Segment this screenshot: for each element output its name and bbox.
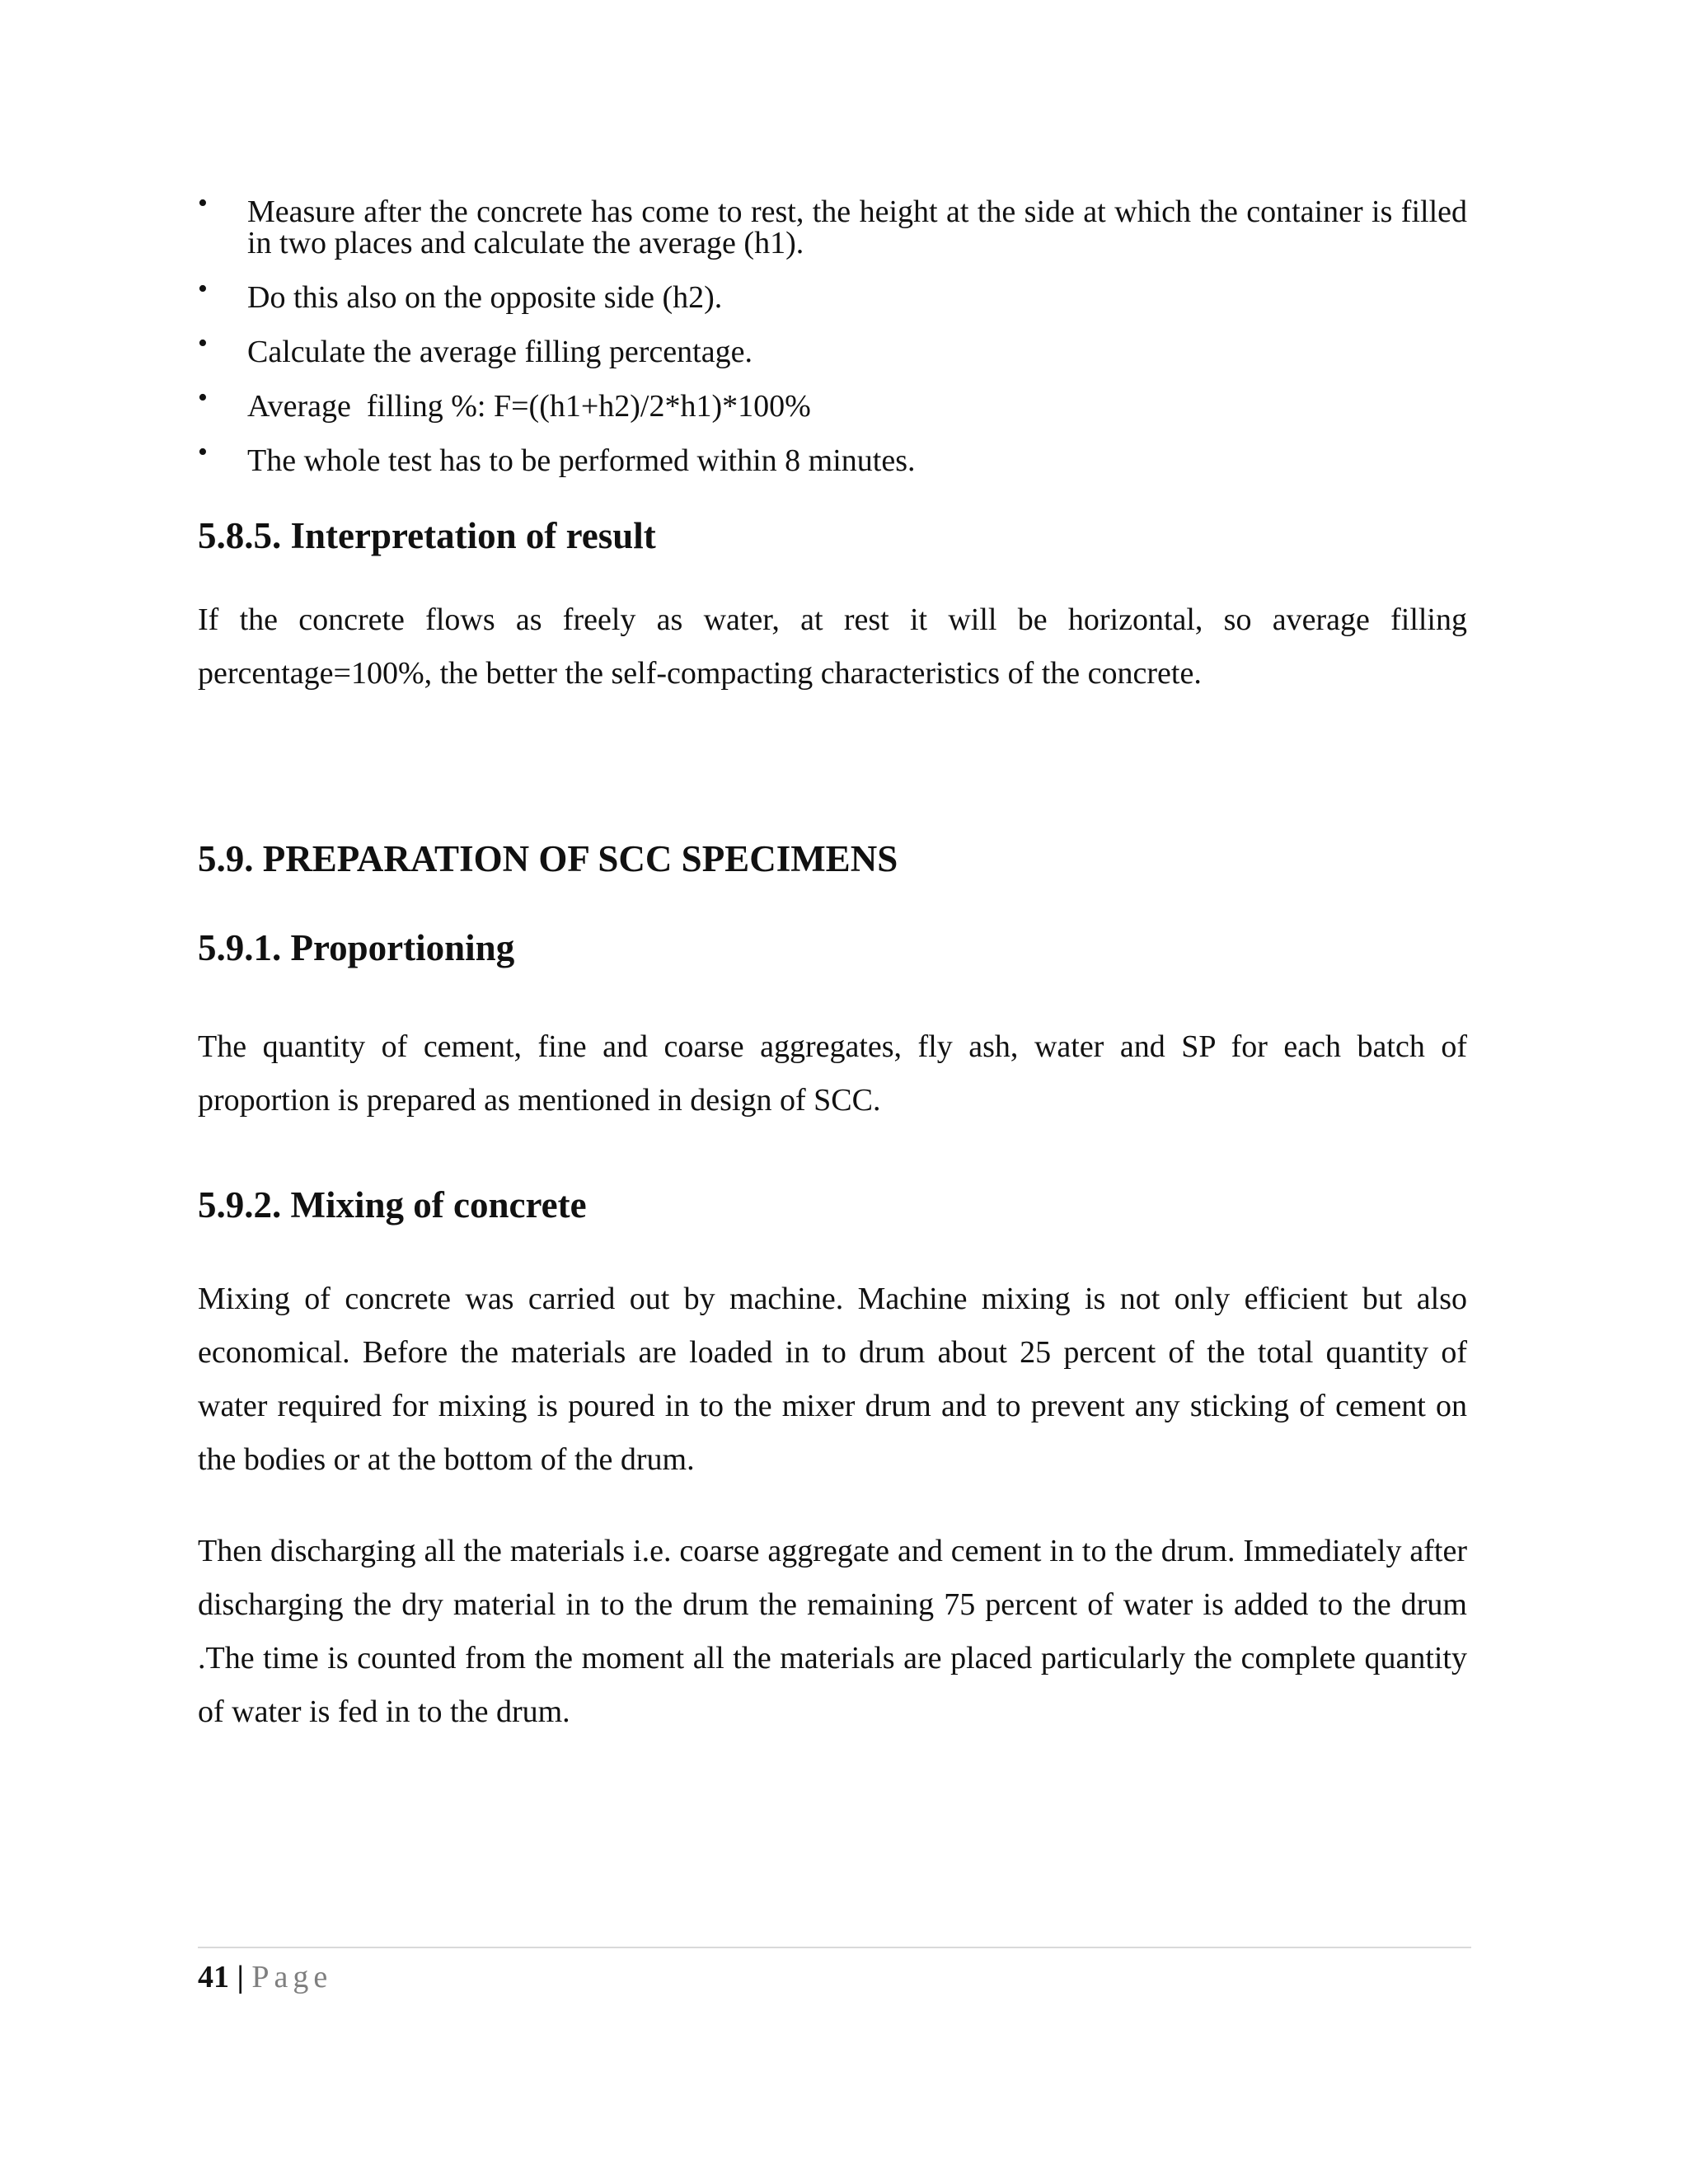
paragraph-mixing-1: Mixing of concrete was carried out by machine. Machine mixing is not only efficient but also economical. Before the materials are loaded in to drum about 25 percent of the total quantity of water required for mixing is poured in to the mixer drum and to prevent any sticking of cement on the bodies or at the bottom of the drum. <box>198 1282 1467 1477</box>
page-label: Page <box>251 1960 333 1994</box>
footer-separator: | <box>237 1960 244 1994</box>
bullet-text: Calculate the average filling percentage. <box>247 335 753 369</box>
page-footer <box>198 1947 1471 1996</box>
heading-preparation-of-scc-specimens: 5.9. PREPARATION OF SCC SPECIMENS <box>198 838 898 879</box>
bullet-item <box>198 188 1467 260</box>
bullet-item <box>198 382 1467 424</box>
bullet-icon: • <box>198 274 208 304</box>
bullet-item <box>198 274 1467 315</box>
bullet-icon: • <box>198 382 208 413</box>
paragraph-mixing-2: Then discharging all the materials i.e. coarse aggregate and cement in to the drum. Immediately after discharging the dry material in to the drum the remaining 75 percent of water is added to the drum .The time is counted from the moment all the materials are placed particularly the complete quantity of water is fed in to the drum. <box>198 1534 1467 1729</box>
page-content <box>198 188 1467 1739</box>
paragraph-proportioning: The quantity of cement, fine and coarse aggregates, fly ash, water and SP for each batch of proportion is prepared as mentioned in design of SCC. <box>198 1029 1467 1118</box>
bullet-item <box>198 328 1467 369</box>
bullet-item <box>198 437 1467 478</box>
bullet-icon: • <box>198 328 208 359</box>
paragraph-interpretation: If the concrete flows as freely as water, at rest it will be horizontal, so average filling percentage=100%, the better the self-compacting characteristics of the concrete. <box>198 602 1467 691</box>
procedure-bullet-list <box>198 188 1467 478</box>
bullet-text: Average filling %: F=((h1+h2)/2*h1)*100% <box>247 389 811 424</box>
heading-interpretation-of-result: 5.8.5. Interpretation of result <box>198 515 656 556</box>
bullet-text: Do this also on the opposite side (h2). <box>247 280 723 315</box>
bullet-icon: • <box>198 188 208 218</box>
heading-proportioning: 5.9.1. Proportioning <box>198 927 515 968</box>
bullet-icon: • <box>198 437 208 467</box>
bullet-text: The whole test has to be performed within 8 minutes. <box>247 443 916 478</box>
heading-mixing-of-concrete: 5.9.2. Mixing of concrete <box>198 1184 587 1226</box>
page-number: 41 <box>198 1960 229 1994</box>
bullet-text: Measure after the concrete has come to rest, the height at the side at which the container is filled in two places and calculate the average (h1). <box>247 194 1467 260</box>
